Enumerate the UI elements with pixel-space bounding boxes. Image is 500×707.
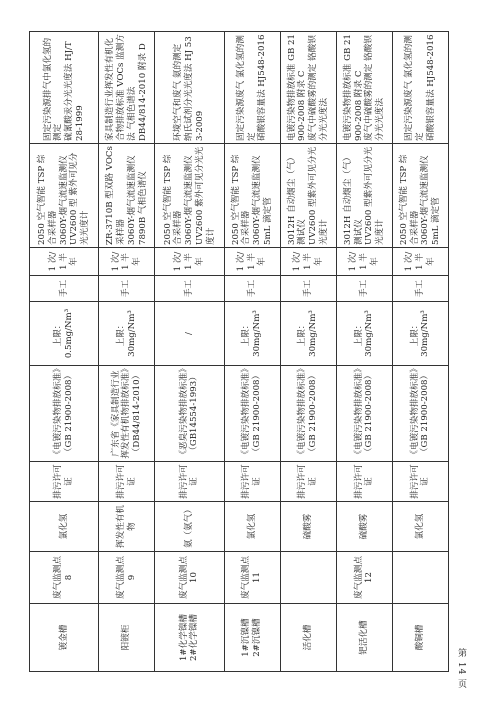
- table-row: [99, 32, 155, 672]
- method-cell: 电镀污染物排放标准 GB 21900-2008 附录 C 废气中硫酸雾的测定 铬酸钡分光光度法: [336, 32, 392, 144]
- monitoring-table: [29, 31, 449, 672]
- mode-cell: 手工: [155, 276, 224, 302]
- limit-cell: 上限： 30mg/Nm³: [99, 302, 155, 366]
- workshop-cell: 1#化学镍槽 2#化学镍槽: [155, 604, 224, 672]
- page-number: 第 14 页: [456, 647, 466, 689]
- frequency-cell: 1 次/1 半年: [224, 248, 280, 276]
- frequency-cell: 1 次/1 半年: [30, 248, 99, 276]
- outlet-cell: 废气监测点 12: [336, 552, 392, 604]
- table-row: [336, 32, 392, 672]
- standard-cell: 《恶臭污染物排放标准》（GB14554-1993）: [155, 366, 224, 462]
- pollutant-cell: 氯化氢: [224, 502, 280, 552]
- pollutant-cell: 氨（氨气）: [155, 502, 224, 552]
- mode-cell: 手工: [280, 276, 336, 302]
- frequency-cell: 1 次/1 半年: [280, 248, 336, 276]
- limit-cell: 上限： 30mg/Nm³: [392, 302, 448, 366]
- basis-cell: 排污许可证: [99, 462, 155, 502]
- instrument-cell: 3012H 自动烟尘（气）测试仪 UV2600 型紫外可见分光光度计: [280, 144, 336, 248]
- limit-cell: 上限： 30mg/Nm³: [224, 302, 280, 366]
- basis-cell: 排污许可证: [392, 462, 448, 502]
- outlet-cell: 废气监测点 11: [224, 552, 280, 604]
- frequency-cell: 1 次/1 半年: [99, 248, 155, 276]
- basis-cell: 排污许可证: [336, 462, 392, 502]
- pollutant-cell: 氯化氢: [30, 502, 99, 552]
- instrument-cell: ZR-3710B 型双路 VOCs 采样器 3060Y-烟气流速监测仪 7890B 气相色谱仪: [99, 144, 155, 248]
- pollutant-cell: 硫酸雾: [280, 502, 336, 552]
- instrument-cell: 2050 空气智能 TSP 综合采样器 3060Y-烟气流速监测仪 5mL 滴定管: [392, 144, 448, 248]
- table-row: [392, 32, 448, 672]
- method-cell: 家具制造行业挥发性有机化合物排放标准 VOCs 监测方法 气相色谱法 DB44/814-2010 附录 D: [99, 32, 155, 144]
- outlet-cell: 废气监测点 10: [155, 552, 224, 604]
- workshop-cell: 阳镀柜: [99, 604, 155, 672]
- mode-cell: 手工: [392, 276, 448, 302]
- mode-cell: 手工: [224, 276, 280, 302]
- standard-cell: 《电镀污染物排放标准》（GB 21900-2008）: [30, 366, 99, 462]
- mode-cell: 手工: [99, 276, 155, 302]
- rotated-table-wrapper: [29, 32, 449, 672]
- standard-cell: 广东省《家具制造行业挥发性有机物排放标准》（DB44/814-2010）: [99, 366, 155, 462]
- frequency-cell: 1 次/1 半年: [336, 248, 392, 276]
- instrument-cell: 2050 空气智能 TSP 综合采样器 3060Y-烟气流速监测仪 UV2600 型 紫外可见分光光度计: [30, 144, 99, 248]
- method-cell: 固定污染源排气中氯化氢的测定 硫氰酸汞分光光度法 HJ/T 28-1999: [30, 32, 99, 144]
- standard-cell: 《电镀污染物排放标准》（GB 21900-2008）: [336, 366, 392, 462]
- table-row: [280, 32, 336, 672]
- outlet-cell: [280, 552, 336, 604]
- limit-cell: 上限： 0.5mg/Nm³: [30, 302, 99, 366]
- instrument-cell: 2050 空气智能 TSP 综合采样器 3060Y-烟气流速监测仪 5mL 滴定管: [224, 144, 280, 248]
- workshop-cell: 1#沉镍槽 2#沉镍槽: [224, 604, 280, 672]
- standard-cell: 《电镀污染物排放标准》（GB 21900-2008）: [280, 366, 336, 462]
- frequency-cell: 1 次/1 半年: [155, 248, 224, 276]
- workshop-cell: 镀金槽: [30, 604, 99, 672]
- mode-cell: 手工: [336, 276, 392, 302]
- pollutant-cell: 硫酸雾: [336, 502, 392, 552]
- workshop-cell: 活化槽: [280, 604, 336, 672]
- method-cell: 环境空气和废气 氨的测定 纳氏试剂分光光度法 HJ 533-2009: [155, 32, 224, 144]
- frequency-cell: 1 次/1 半年: [392, 248, 448, 276]
- limit-cell: 上限： 30mg/Nm³: [280, 302, 336, 366]
- outlet-cell: 废气监测点 9: [99, 552, 155, 604]
- limit-cell: /: [155, 302, 224, 366]
- method-cell: 电镀污染物排放标准 GB 21900-2008 附录 C 废气中硫酸雾的测定 铬酸钡分光光度法: [280, 32, 336, 144]
- standard-cell: 《电镀污染物排放标准》（GB 21900-2008）: [224, 366, 280, 462]
- instrument-cell: 2050 空气智能 TSP 综合采样器 3060Y-烟气流速监测仪 UV2600 紫外可见分光光度计: [155, 144, 224, 248]
- workshop-cell: 酸铜槽: [392, 604, 448, 672]
- instrument-cell: 3012H 自动烟尘（气）测试仪 UV2600 型紫外可见分光光度计: [336, 144, 392, 248]
- limit-cell: 上限： 30mg/Nm³: [336, 302, 392, 366]
- basis-cell: 排污许可证: [155, 462, 224, 502]
- mode-cell: 手工: [30, 276, 99, 302]
- workshop-cell: 钯活化槽: [336, 604, 392, 672]
- outlet-cell: [392, 552, 448, 604]
- table-row: [155, 32, 224, 672]
- standard-cell: 《电镀污染物排放标准》（GB 21900-2008）: [392, 366, 448, 462]
- pollutant-cell: 氯化氢: [392, 502, 448, 552]
- method-cell: 固定污染源废气 氯化氢的测定 硝酸银容量法 HJ548-2016: [224, 32, 280, 144]
- basis-cell: 排污许可证: [224, 462, 280, 502]
- method-cell: 固定污染源废气 氯化氢的测定 硝酸银容量法 HJ548-2016: [392, 32, 448, 144]
- basis-cell: 排污许可证: [30, 462, 99, 502]
- table-row: [224, 32, 280, 672]
- pollutant-cell: 挥发性有机物: [99, 502, 155, 552]
- outlet-cell: 废气监测点 8: [30, 552, 99, 604]
- table-row: [30, 32, 99, 672]
- basis-cell: 排污许可证: [280, 462, 336, 502]
